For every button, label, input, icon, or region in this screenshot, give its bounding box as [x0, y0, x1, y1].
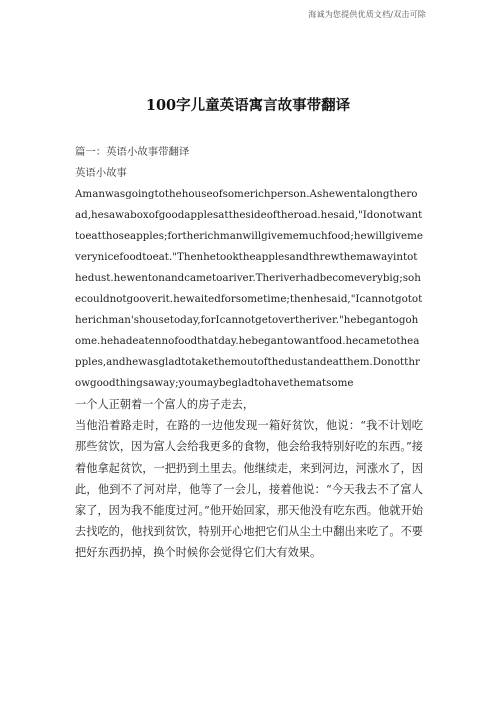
sub-heading: 英语小故事	[75, 167, 127, 179]
header-note: 海诚为您提供优质文档/双击可除	[308, 10, 426, 19]
document-body	[75, 142, 423, 564]
chinese-opening-line: 一个人正朝着一个富人的房子走去，	[75, 398, 255, 411]
english-story-paragraph: Amanwasgoingtothehouseofsomerichperson.Ashewentalongtheroad,hesawaboxofgoodapplesatthesideoftheroad.hesaid,"Idonotwanttoeatthoseapples;fortherichmanwillgivememuchfood;hewillgivemeverynicefoodtoeat."Thenhetooktheapplesandthrewthemawayintothedust.hewentonandcametoariver.Theriverhadbecomeverybig;sohecouldnotgooverit.hewaitedforsometime;thenhesaid,"Icannotgototherichman'shousetoday,forIcannotgetovertheriver."hebegantogohome.hehadeatennofoodthatday.hebegantowantfood.hecametotheapples,andhewasgladtotakethemoutofthedustandeatthem.Donotthrowgoodthingsaway;youmaybegladtohavethematsome	[75, 188, 423, 389]
chinese-translation-paragraph: 当他沿着路走时，在路的一边他发现一箱好贫饮，他说：“我不计划吃那些贫饮，因为富人会给我更多的食物，他会给我特别好吃的东西。”接着他拿起贫饮，一把扔到土里去。他继续走，来到河边，河涨水了，因此，他到不了河对岸，他等了一会儿，接着他说：“今天我去不了富人家了，因为我不能度过河。”他开始回家，那天他没有吃东西。他就开始去找吃的，他找到贫饮，特别开心地把它们从尘土中翻出来吃了。不要把好东西扔掉，换个时候你会觉得它们大有效果。	[75, 419, 423, 560]
document-title: 100字儿童英语寓言故事带翻译	[145, 97, 351, 114]
section-heading: 篇一：英语小故事带翻译	[75, 146, 190, 158]
